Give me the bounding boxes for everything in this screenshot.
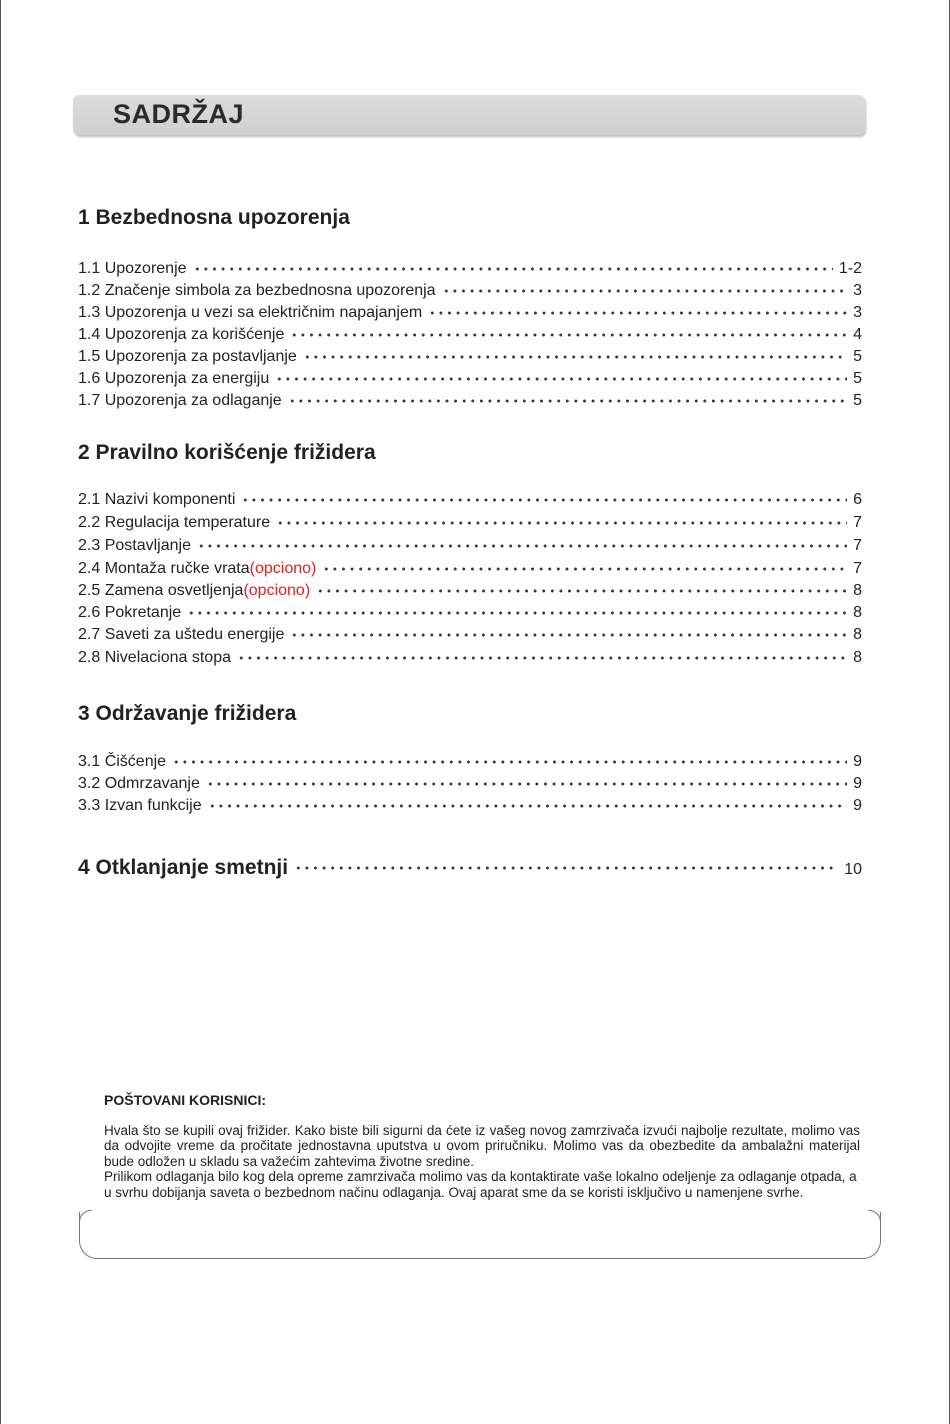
section-title-3: 3 Održavanje frižidera xyxy=(78,702,297,725)
toc-entry-label: 3.1 Čišćenje xyxy=(78,753,167,770)
section-title-1: 1 Bezbednosna upozorenja xyxy=(78,206,350,229)
toc-entry[interactable] xyxy=(78,302,862,324)
toc-entry-label: 2.4 Montaža ručke vrata xyxy=(78,560,250,577)
notice-block xyxy=(104,1093,860,1201)
toc-entry-page: 8 xyxy=(853,582,862,599)
dot-leader xyxy=(428,311,847,315)
toc-entry[interactable] xyxy=(78,258,862,280)
toc-entry-page: 3 xyxy=(853,304,862,321)
toc-entry-page: 9 xyxy=(853,797,862,814)
toc-entry[interactable] xyxy=(78,647,862,669)
dot-leader xyxy=(322,567,847,571)
dot-leader xyxy=(442,289,848,293)
optional-note: (opciono) xyxy=(243,582,311,599)
toc-entry[interactable] xyxy=(78,751,862,773)
dot-leader xyxy=(290,333,847,337)
toc-entry-page: 7 xyxy=(853,560,862,577)
toc-entry[interactable] xyxy=(78,535,862,557)
toc-entry-page: 5 xyxy=(853,348,862,365)
toc-entry[interactable] xyxy=(78,558,862,580)
toc-entry-label: 3.2 Odmrzavanje xyxy=(78,775,200,792)
toc-entry-label: 2.5 Zamena osvetljenja xyxy=(78,582,244,599)
dot-leader xyxy=(290,633,847,637)
optional-note: (opciono) xyxy=(249,560,317,577)
dot-leader xyxy=(187,611,847,615)
toc-entry[interactable] xyxy=(78,580,862,602)
toc-entry-label: 1.2 Značenje simbola za bezbednosna upozorenja xyxy=(78,282,436,299)
toc-entry[interactable] xyxy=(78,280,862,302)
dot-leader xyxy=(316,589,847,593)
toc-entry-page: 1-2 xyxy=(838,260,862,277)
toc-entry-label: 1.7 Upozorenja za odlaganje xyxy=(78,392,282,409)
toc-entry-page: 8 xyxy=(853,626,862,643)
toc-entry-page: 10 xyxy=(844,861,862,878)
toc-entry-page: 8 xyxy=(853,604,862,621)
toc-entry-label: 1.6 Upozorenja za energiju xyxy=(78,370,270,387)
contents-header-bar xyxy=(73,95,865,135)
toc-entry-label: 2.8 Nivelaciona stopa xyxy=(78,649,231,666)
toc-entry-page: 6 xyxy=(853,491,862,508)
toc-entry-label: 4 Otklanjanje smetnji xyxy=(78,856,289,879)
toc-entry-label: 1.3 Upozorenja u vezi sa električnim napajanjem xyxy=(78,304,423,321)
notice-bracket xyxy=(79,1212,881,1259)
dot-leader xyxy=(276,521,847,525)
notice-paragraph-1: Hvala što se kupili ovaj frižider. Kako biste bili sigurni da ćete iz vašeg novog zamrzivača izvući najbolje rezultate, molimo vas da odvojite vreme da pročitate jednostavna uputstva u ovom priručniku. Molimo vas da obezbedite da ambalažni materijal bude odložen u skladu sa važećim zahtevima životne sredine. xyxy=(104,1122,860,1169)
dot-leader xyxy=(294,866,838,870)
notice-heading: POŠTOVANI KORISNICI: xyxy=(104,1092,267,1108)
page-title: SADRŽAJ xyxy=(113,99,245,129)
toc-entry-label: 2.6 Pokretanje xyxy=(78,604,182,621)
dot-leader xyxy=(206,782,847,786)
dot-leader xyxy=(197,544,847,548)
toc-entry[interactable] xyxy=(78,324,862,346)
toc-entry[interactable] xyxy=(78,795,862,817)
toc-entry-page: 4 xyxy=(853,326,862,343)
toc-entry[interactable] xyxy=(78,368,862,390)
dot-leader xyxy=(288,399,847,403)
toc-entry-label: 3.3 Izvan funkcije xyxy=(78,797,202,814)
toc-entry-page: 9 xyxy=(853,775,862,792)
toc-entry-section-4[interactable] xyxy=(78,854,862,882)
dot-leader xyxy=(237,656,847,660)
toc-entry-label: 1.4 Upozorenja za korišćenje xyxy=(78,326,285,343)
toc-entry[interactable] xyxy=(78,773,862,795)
dot-leader xyxy=(241,498,847,502)
toc-entry-page: 3 xyxy=(853,282,862,299)
toc-entry[interactable] xyxy=(78,512,862,534)
dot-leader xyxy=(208,804,847,808)
toc-entry-page: 8 xyxy=(853,649,862,666)
notice-paragraph-2: Prilikom odlaganja bilo kog dela opreme zamrzivača molimo vas da kontaktirate vaše lokalno odeljenje za odlaganje otpada, a u svrhu dobijanja saveta o bezbednom načinu odlaganja. Ovaj aparat sme da se koristi isključivo u namenjene svrhe. xyxy=(104,1169,857,1200)
toc-entry-label: 1.1 Upozorenje xyxy=(78,260,187,277)
dot-leader xyxy=(172,760,847,764)
toc-entry-label: 1.5 Upozorenja za postavljanje xyxy=(78,348,297,365)
page-edge-left xyxy=(0,0,1,1424)
toc-entry[interactable] xyxy=(78,602,862,624)
toc-entry-page: 7 xyxy=(853,537,862,554)
dot-leader xyxy=(275,377,847,381)
toc-entry-label: 2.1 Nazivi komponenti xyxy=(78,491,236,508)
toc-entry[interactable] xyxy=(78,390,862,412)
toc-entry-label: 2.3 Postavljanje xyxy=(78,537,191,554)
toc-entry[interactable] xyxy=(78,489,862,511)
toc-entry-page: 5 xyxy=(853,392,862,409)
toc-entry[interactable] xyxy=(78,346,862,368)
toc-entry-page: 7 xyxy=(853,514,862,531)
toc-entry-label: 2.2 Regulacija temperature xyxy=(78,514,271,531)
toc-entry-label: 2.7 Saveti za uštedu energije xyxy=(78,626,285,643)
toc-entry-page: 5 xyxy=(853,370,862,387)
toc-entry[interactable] xyxy=(78,624,862,646)
dot-leader xyxy=(193,267,833,271)
toc-entry-page: 9 xyxy=(853,753,862,770)
section-title-2: 2 Pravilno korišćenje frižidera xyxy=(78,441,376,464)
dot-leader xyxy=(303,355,847,359)
